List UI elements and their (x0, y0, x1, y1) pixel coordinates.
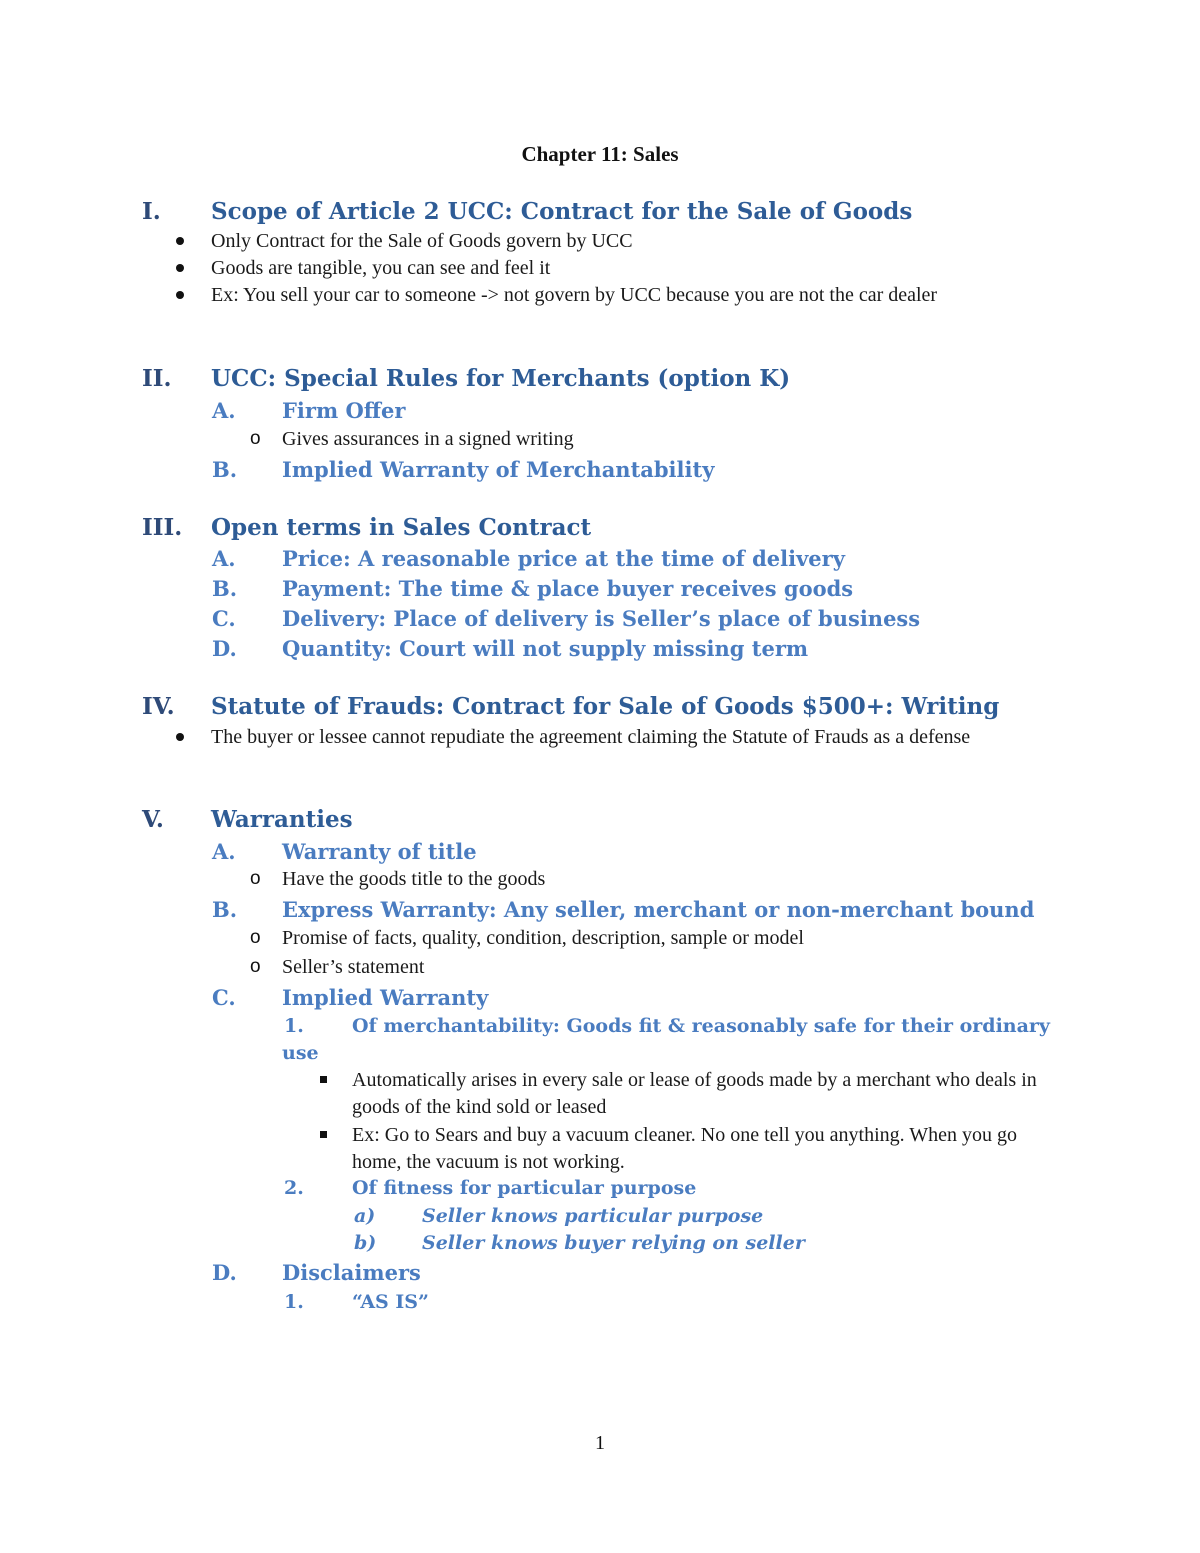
list-item: Seller’s statement (282, 956, 425, 978)
list-item: Only Contract for the Sale of Goods govern by UCC (211, 230, 633, 252)
item-letter: A. (212, 839, 236, 864)
list-item: Promise of facts, quality, condition, description, sample or model (282, 927, 804, 949)
item-letter: A. (212, 398, 236, 423)
section-numeral: IV. (142, 693, 175, 720)
list-item: Ex: You sell your car to someone -> not govern by UCC because you are not the car dealer (211, 284, 938, 306)
item-letter: D. (212, 1260, 237, 1285)
item-heading: “AS IS” (352, 1291, 429, 1313)
bullet-icon (176, 733, 184, 741)
item-heading: Implied Warranty of Merchantability (282, 457, 715, 482)
list-item: The buyer or lessee cannot repudiate the agreement claiming the Statute of Frauds as a defense (211, 726, 971, 748)
section-heading: UCC: Special Rules for Merchants (option K) (211, 365, 791, 392)
list-item: Goods are tangible, you can see and feel it (211, 257, 551, 279)
item-heading: Price: A reasonable price at the time of delivery (282, 546, 845, 571)
section-numeral: II. (142, 365, 172, 392)
circle-bullet-icon: o (250, 927, 261, 948)
item-number: 1. (284, 1015, 304, 1037)
section-heading: Warranties (211, 806, 353, 833)
page-number: 1 (595, 1432, 605, 1454)
list-item: Gives assurances in a signed writing (282, 428, 574, 450)
item-number: 2. (284, 1177, 304, 1199)
item-heading: Quantity: Court will not supply missing term (282, 636, 809, 661)
item-heading: Delivery: Place of delivery is Seller’s place of business (282, 606, 921, 631)
circle-bullet-icon: o (250, 868, 261, 889)
item-number: 1. (284, 1291, 304, 1313)
item-heading: Express Warranty: Any seller, merchant or non-merchant bound (282, 897, 1035, 922)
item-letter: B. (212, 576, 238, 601)
item-heading: Seller knows particular purpose (422, 1205, 764, 1227)
item-letter: C. (212, 985, 236, 1010)
item-heading: Of merchantability: Goods fit & reasonably safe for their ordinary use (282, 1015, 1050, 1064)
item-heading: Payment: The time & place buyer receives goods (282, 576, 854, 601)
list-item: Automatically arises in every sale or lease of goods made by a merchant who deals in goods of the kind sold or leased (352, 1069, 1037, 1118)
item-heading: Warranty of title (282, 839, 477, 864)
item-heading: Seller knows buyer relying on seller (422, 1232, 805, 1254)
item-letter: B. (212, 897, 238, 922)
item-letter: A. (212, 546, 236, 571)
section-numeral: III. (142, 514, 183, 541)
section-numeral: I. (142, 198, 161, 225)
section-heading: Statute of Frauds: Contract for Sale of Goods $500+: Writing (211, 693, 1000, 720)
bullet-icon (176, 291, 184, 299)
item-letter: B. (212, 457, 238, 482)
circle-bullet-icon: o (250, 956, 261, 977)
item-letter: a) (354, 1205, 376, 1227)
item-letter: C. (212, 606, 236, 631)
item-letter: D. (212, 636, 237, 661)
item-heading: Of fitness for particular purpose (352, 1177, 697, 1199)
section-heading: Scope of Article 2 UCC: Contract for the Sale of Goods (211, 198, 913, 225)
list-item: Ex: Go to Sears and buy a vacuum cleaner. No one tell you anything. When you go home, the vacuum is not working. (352, 1124, 1018, 1173)
document-title: Chapter 11: Sales (521, 142, 679, 166)
section-numeral: V. (142, 806, 164, 833)
section-heading: Open terms in Sales Contract (211, 514, 592, 541)
bullet-icon (176, 237, 184, 245)
square-bullet-icon (320, 1131, 327, 1138)
item-heading: Disclaimers (282, 1260, 421, 1285)
list-item: Have the goods title to the goods (282, 868, 546, 890)
item-heading: Implied Warranty (282, 985, 489, 1010)
bullet-icon (176, 264, 184, 272)
square-bullet-icon (320, 1076, 327, 1083)
item-letter: b) (354, 1232, 377, 1254)
circle-bullet-icon: o (250, 428, 261, 449)
item-heading: Firm Offer (282, 398, 406, 423)
